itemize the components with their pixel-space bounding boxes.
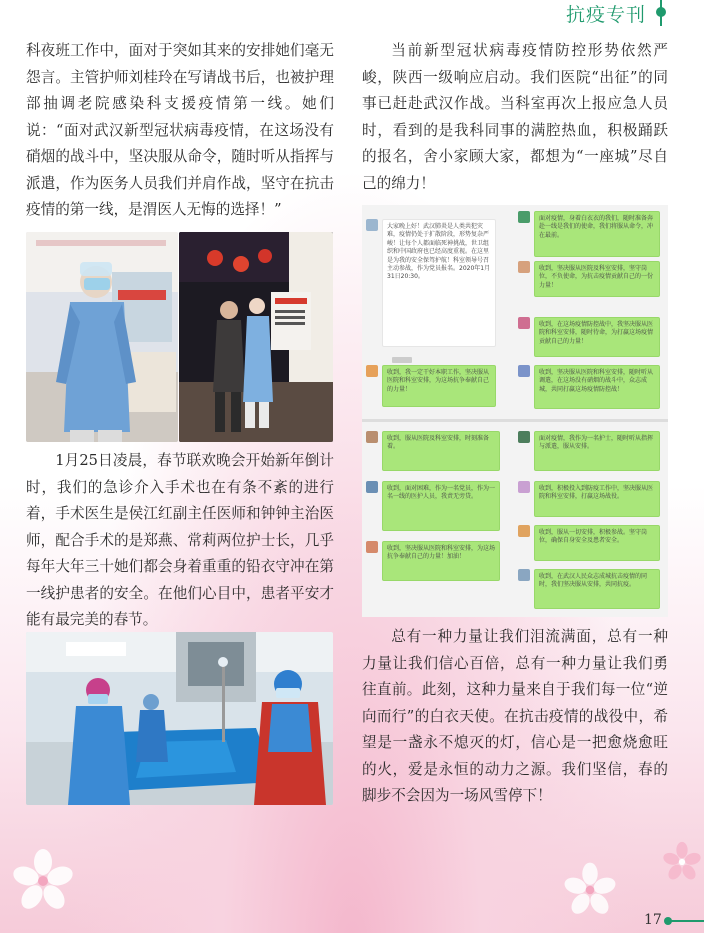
left-paragraph-2: 1月25日凌晨，春节联欢晚会开始新年倒计时，我们的急诊介入手术也在有条不紊的进行着，手术医生是侯江红副主任医师和钟钟主治医师，配合手术的是郑燕、常莉两位护士长，几乎每年大年三十她们都会身着重重的铅衣守冲在第一线护患者的安全。在他们心目中，患者平安才能有最完美的春节。 xyxy=(26,452,334,628)
right-paragraph-1: 当前新型冠状病毒疫情防控形势依然严峻，陕西一级响应启动。我们医院“出征”的同事已赶赴武汉作战。当科室再次上报应急人员时，看到的是我科同事的满腔热血，积极踊跃的报名，舍小家顾大家，都想为“一座城”尽自己的绵力！ xyxy=(362,42,668,192)
chat-message: 收到，在武汉人民众志成城抗击疫情的同时，我们坚决服从安排，共同抗疫。 xyxy=(534,569,660,609)
chat-message: 收到，面对困难，作为一名党员，作为一名一线的医护人员，我责无旁贷。 xyxy=(382,481,500,531)
right-paragraph-2: 总有一种力量让我们泪流满面，总有一种力量让我们信心百倍，总有一种力量让我们勇往直前。此刻，这种力量来自于我们每一位“逆向而行”的白衣天使。在抗击疫情的战役中，希望是一盏永不熄灭的灯，信心是一把愈烧愈旺的火，爱是永恒的动力之源。我们坚信，春的脚步不会因为一场风雪停下！ xyxy=(362,628,668,804)
avatar xyxy=(366,541,378,553)
chat-screenshots-collage xyxy=(362,205,668,617)
photo-nurse-protective-gown xyxy=(26,232,178,442)
collage-divider xyxy=(362,419,668,422)
avatar xyxy=(366,431,378,443)
avatar xyxy=(518,569,530,581)
cherry-blossom-decoration xyxy=(660,840,704,884)
avatar xyxy=(518,317,530,329)
avatar xyxy=(518,525,530,537)
chat-message: 面对疫情，我作为一名护士，随时听从指挥与派遣，服从安排。 xyxy=(534,431,660,471)
header-dot xyxy=(656,7,666,17)
right-column-text-2 xyxy=(362,624,668,810)
chat-message: 收到，我一定干好本职工作，坚决服从医院和科室安排，为这场抗争奉献自己的力量！ xyxy=(382,365,496,407)
cherry-blossom-decoration xyxy=(560,860,620,920)
chat-message: 收到，坚决服从医院和科室安排，为这场抗争奉献自己的力量！加油！ xyxy=(382,541,500,581)
chat-message: 收到，在这场疫情防控战中，我坚决服从医院和科室安排，随时待命，为打赢这场疫情贡献自己的力量！ xyxy=(534,317,660,357)
avatar xyxy=(366,481,378,493)
page-number: 17 xyxy=(644,912,662,928)
avatar xyxy=(518,481,530,493)
chat-message: 收到，坚决服从医院及科室安排，坚守岗位，不负使命，为抗击疫情贡献自己的一份力量！ xyxy=(534,261,660,297)
right-column-text-1 xyxy=(362,38,668,197)
chat-message: 收到，坚决服从医院和科室安排，随时听从调遣，在这场没有硝烟的战斗中，众志成城，共同打赢这场疫情防控战！ xyxy=(534,365,660,409)
avatar xyxy=(518,431,530,443)
chat-message: 收到，服从医院及科室安排，时刻准备着。 xyxy=(382,431,500,471)
avatar xyxy=(518,211,530,223)
left-paragraph-1: 科夜班工作中，面对于突如其来的安排她们毫无怨言。主管护师刘桂玲在写请战书后，也被护理部抽调老院感染科支援疫情第一线。她们说：“面对武汉新型冠状病毒疫情，在这场没有硝烟的战斗中，坚决服从命令，随时听从指挥与派遣，作为医务人员我们并肩作战，坚守在抗击疫情的第一线，是渭医人无悔的选择！” xyxy=(26,42,334,218)
blurred-name xyxy=(392,357,412,363)
avatar xyxy=(518,261,530,273)
chat-message: 收到，积极投入到防疫工作中，坚决服从医院和科室安排，打赢这场战役。 xyxy=(534,481,660,517)
chat-message-long: 大家晚上好！武汉肺炎是人类共犯灾难，疫情仍处于扩散阶段，形势复杂严峻！让每个人都面临死神挑战，世卫组织和中国政府也已经高度重视。在这里是为我的安全保驾护航！科室领导号召主动参战，作为党员报名。2020年1月31日20:30。 xyxy=(382,219,496,347)
chat-message: 收到，服从一切安排，积极参战。坚守岗位，确保自身安全及患者安全。 xyxy=(534,525,660,561)
left-column-text-1 xyxy=(26,38,334,224)
photo-temperature-check xyxy=(179,232,333,442)
cherry-blossom-decoration xyxy=(8,846,78,916)
avatar xyxy=(366,365,378,377)
avatar xyxy=(366,219,378,231)
chat-message: 面对疫情，身着白衣衣的我们，随时准备奔赴一线是我们的使命，我们将服从命令，冲在最前。 xyxy=(534,211,660,257)
left-column-text-2 xyxy=(26,448,334,634)
photo-interventional-surgery xyxy=(26,632,333,805)
avatar xyxy=(518,365,530,377)
footer-line xyxy=(670,920,704,922)
section-title: 抗疫专刊 xyxy=(565,4,646,26)
